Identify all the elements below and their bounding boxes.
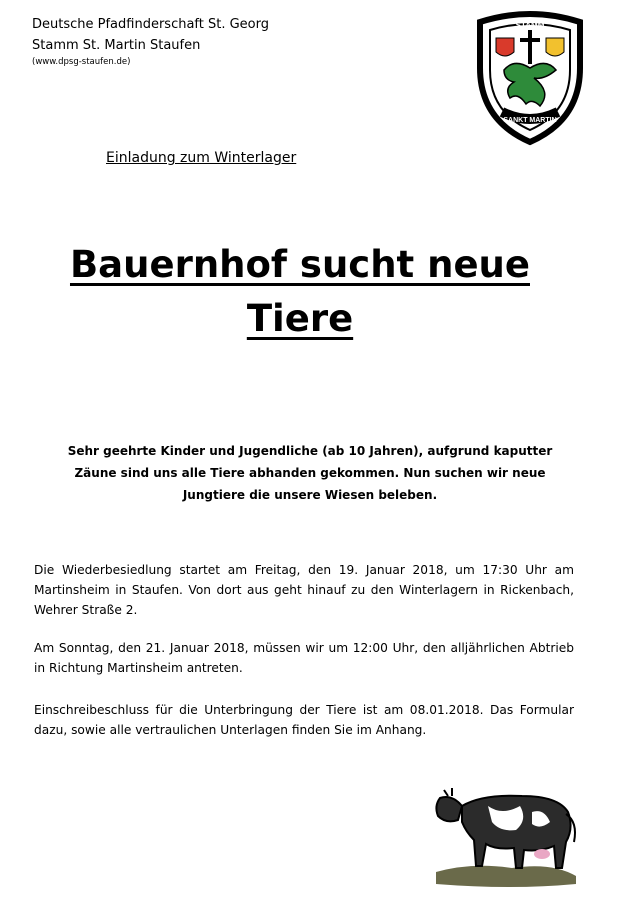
intro-text (40, 440, 580, 506)
cow-icon (432, 772, 580, 890)
intro-line: Zäune sind uns alle Tiere abhanden gekommen. Nun suchen wir neue (74, 466, 546, 480)
paragraph-return: Am Sonntag, den 21. Januar 2018, müssen wir um 12:00 Uhr, den alljährlichen Abtrieb in Richtung Martinsheim antreten. (34, 641, 574, 675)
paragraph-registration: Einschreibeschluss für die Unterbringung der Tiere ist am 08.01.2018. Das Formular dazu, sowie alle vertraulichen Unterlagen finden Sie im Anhang. (34, 703, 574, 737)
org-name: Deutsche Pfadfinderschaft St. Georg (32, 17, 270, 32)
svg-text:SANKT MARTIN: SANKT MARTIN (503, 117, 557, 124)
intro-line: Jungtiere die unsere Wiesen beleben. (182, 488, 438, 502)
headline-line2: Tiere (246, 297, 354, 340)
headline (40, 238, 560, 346)
organization-header (32, 14, 269, 68)
headline-line1: Bauernhof sucht neue (69, 243, 530, 286)
svg-text:STAMM: STAMM (515, 21, 545, 30)
org-website: (www.dpsg-staufen.de) (32, 57, 131, 67)
intro-line: Sehr geehrte Kinder und Jugendliche (ab 10 Jahren), aufgrund kaputter (67, 444, 553, 458)
invite-title: Einladung zum Winterlager (106, 150, 297, 166)
paragraph-departure: Die Wiederbesiedlung startet am Freitag, den 19. Januar 2018, um 17:30 Uhr am Martinsheim in Staufen. Von dort aus geht hinauf zu den Winterlagern in Rickenbach, Wehrer Straße 2. (34, 563, 574, 617)
crest-logo-icon (474, 8, 586, 146)
org-group: Stamm St. Martin Staufen (32, 38, 201, 53)
